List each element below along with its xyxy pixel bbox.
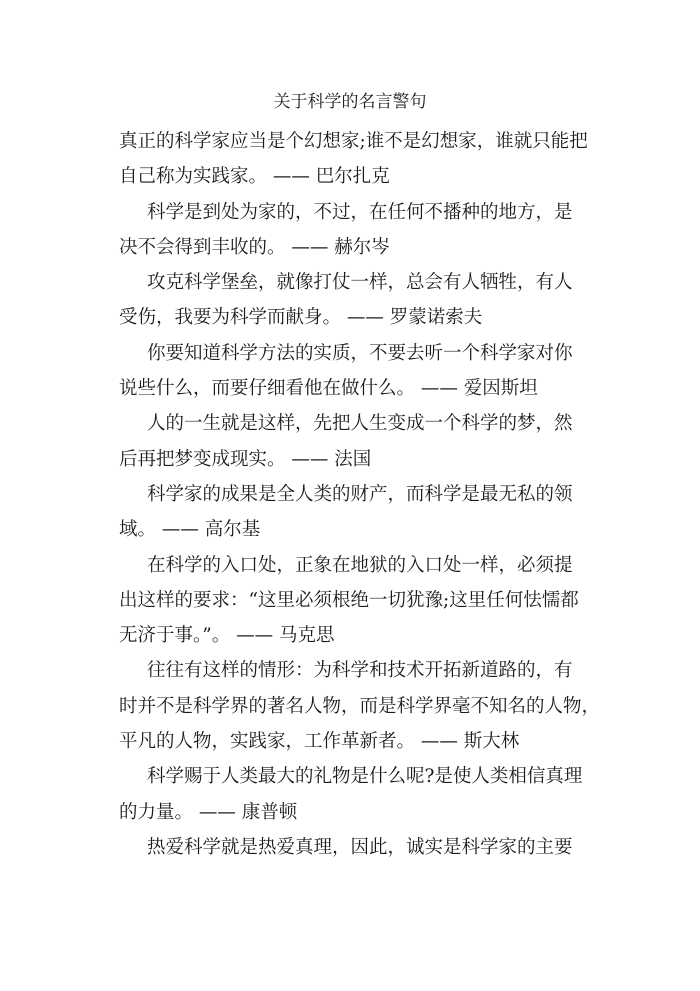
document-body — [119, 124, 601, 865]
text-line: 自己称为实践家。 —— 巴尔扎克 — [119, 166, 390, 188]
text-line: 科学是到处为家的，不过，在任何不播种的地方，是 — [147, 201, 573, 223]
text-line: 真正的科学家应当是个幻想家;谁不是幻想家，谁就只能把 — [119, 131, 588, 152]
document-title: 关于科学的名言警句 — [273, 92, 427, 112]
text-line: 人的一生就是这样，先把人生变成一个科学的梦，然 — [147, 413, 573, 435]
text-line: 受伤，我要为科学而献身。 —— 罗蒙诺索夫 — [119, 307, 483, 329]
text-line: 在科学的入口处，正象在地狱的入口处一样，必须提 — [147, 554, 573, 576]
text-line: 热爱科学就是热爱真理，因此，诚实是科学家的主要 — [147, 836, 573, 858]
text-line: 决不会得到丰收的。 —— 赫尔岑 — [119, 236, 390, 258]
text-line: 往往有这样的情形：为科学和技术开拓新道路的，有 — [147, 660, 573, 682]
text-line: 平凡的人物，实践家，工作革新者。 —— 斯大林 — [119, 731, 520, 753]
text-line: 后再把梦变成现实。 —— 法国 — [119, 448, 372, 470]
text-line: 的力量。 —— 康普顿 — [119, 801, 298, 823]
text-line: 你要知道科学方法的实质，不要去听一个科学家对你 — [147, 342, 573, 364]
text-line: 出这样的要求：“这里必须根绝一切犹豫;这里任何怯懦都 — [119, 589, 579, 611]
text-line: 时并不是科学界的著名人物，而是科学界毫不知名的人物， — [119, 695, 601, 717]
text-line: 域。 —— 高尔基 — [119, 519, 261, 541]
text-line: 说些什么，而要仔细看他在做什么。 —— 爱因斯坦 — [119, 378, 538, 400]
text-line: 无济于事。”。 —— 马克思 — [119, 625, 335, 647]
text-line: 科学家的成果是全人类的财产，而科学是最无私的领 — [147, 483, 573, 505]
text-line: 科学赐于人类最大的礼物是什么呢?是使人类相信真理 — [147, 766, 583, 788]
text-line: 攻克科学堡垒，就像打仗一样，总会有人牺牲，有人 — [147, 272, 573, 294]
